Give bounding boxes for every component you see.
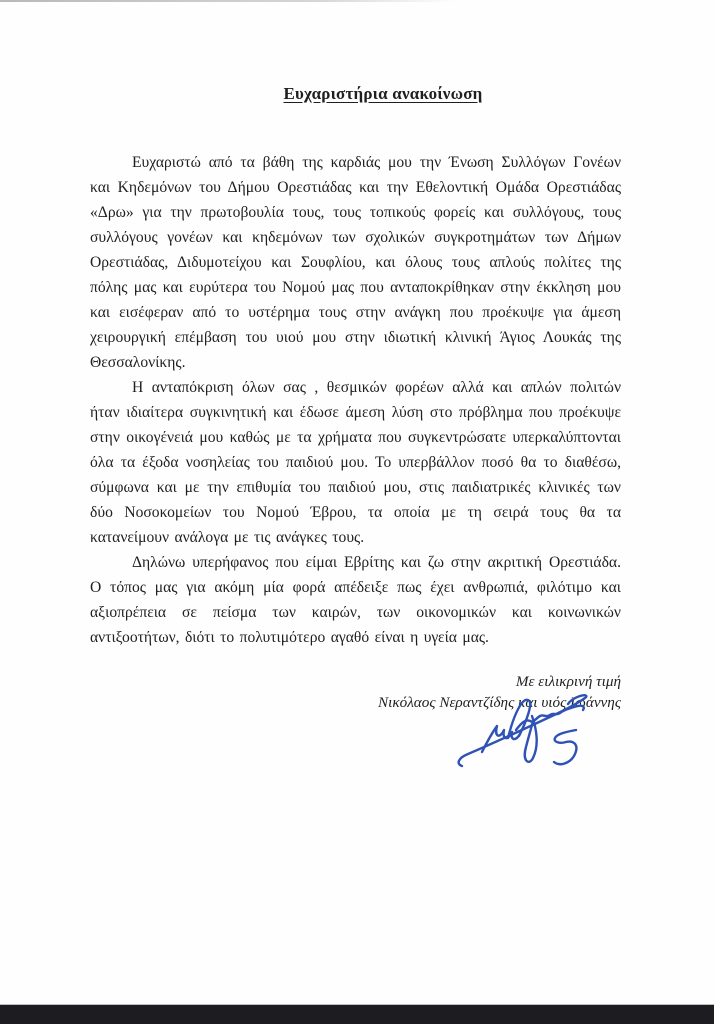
paragraph-thanks: Ευχαριστώ από τα βάθη της καρδιάς μου την Ένωση Συλλόγων Γονέων και Κηδεμόνων του Δήμου Ορεστιάδας και την Εθελοντική Ομάδα Ορεστιάδας «Δρω» για την πρωτοβουλία τους, τους τοπικούς φορείς και συλλόγους, τους συλλόγους γονέων και κηδεμόνων των σχολικών συγκροτημάτων των Δήμων Ορεστιάδας, Διδυμοτείχου και Σουφλίου, και όλους τους απλούς πολίτες της πόλης μας και ευρύτερα του Νομού μας που ανταποκρίθηκαν στην έκκληση μου και εισέφεραν από το υστέρημα τους στην ανάγκη που προέκυψε για άμεση χειρουργική επέμβαση του υιού μου στην ιδιωτική κλινική Άγιος Λουκάς της Θεσσαλονίκης. bbox=[90, 154, 621, 371]
handwritten-signature bbox=[452, 686, 622, 778]
paragraph-response: Η ανταπόκριση όλων σας , θεσμικών φορέων αλλά και απλών πολιτών ήταν ιδιαίτερα συγκινητική και έδωσε άμεση λύση στο πρόβλημα που προέκυψε στην οικογένειά μου καθώς με τα χρήματα που συγκεντρώσατε υπερκαλύπτονται όλα τα έξοδα νοσηλείας του παιδιού μου. Το υπερβάλλον ποσό θα το διαθέσω, σύμφωνα και με την επιθυμία του παιδιού μου, στις παιδιατρικές κλινικές των δύο Νοσοκομείων του Νομού Έβρου, τα οποία με τη σειρά τους θα τα κατανείμουν ανάλογα με τις ανάγκες τους. bbox=[90, 379, 621, 546]
closing-signatory: Νικόλαος Νεραντζίδης και υιός Ιωάννης bbox=[377, 694, 621, 711]
paragraph-pride: Δηλώνω υπερήφανος που είμαι Εβρίτης και ζω στην ακριτική Ορεστιάδα. Ο τόπος μας για ακόμη μία φορά απέδειξε πως έχει ανθρωπιά, φιλότιμο και αξιοπρέπεια σε πείσμα των καιρών, των οικονομικών και κοινωνικών αντιξοοτήτων, διότι το πολυτιμότερο αγαθό είναι η υγεία μας. bbox=[90, 554, 621, 646]
document-title: Ευχαριστήρια ανακοίνωση bbox=[283, 84, 483, 103]
signature-ink-strokes bbox=[452, 686, 622, 778]
scan-artifact-bottom-bar bbox=[0, 1004, 714, 1024]
scan-artifact-top-edge bbox=[0, 0, 455, 2]
document-body bbox=[0, 150, 714, 650]
closing-salutation: Με ειλικρινή τιμή bbox=[515, 673, 621, 690]
